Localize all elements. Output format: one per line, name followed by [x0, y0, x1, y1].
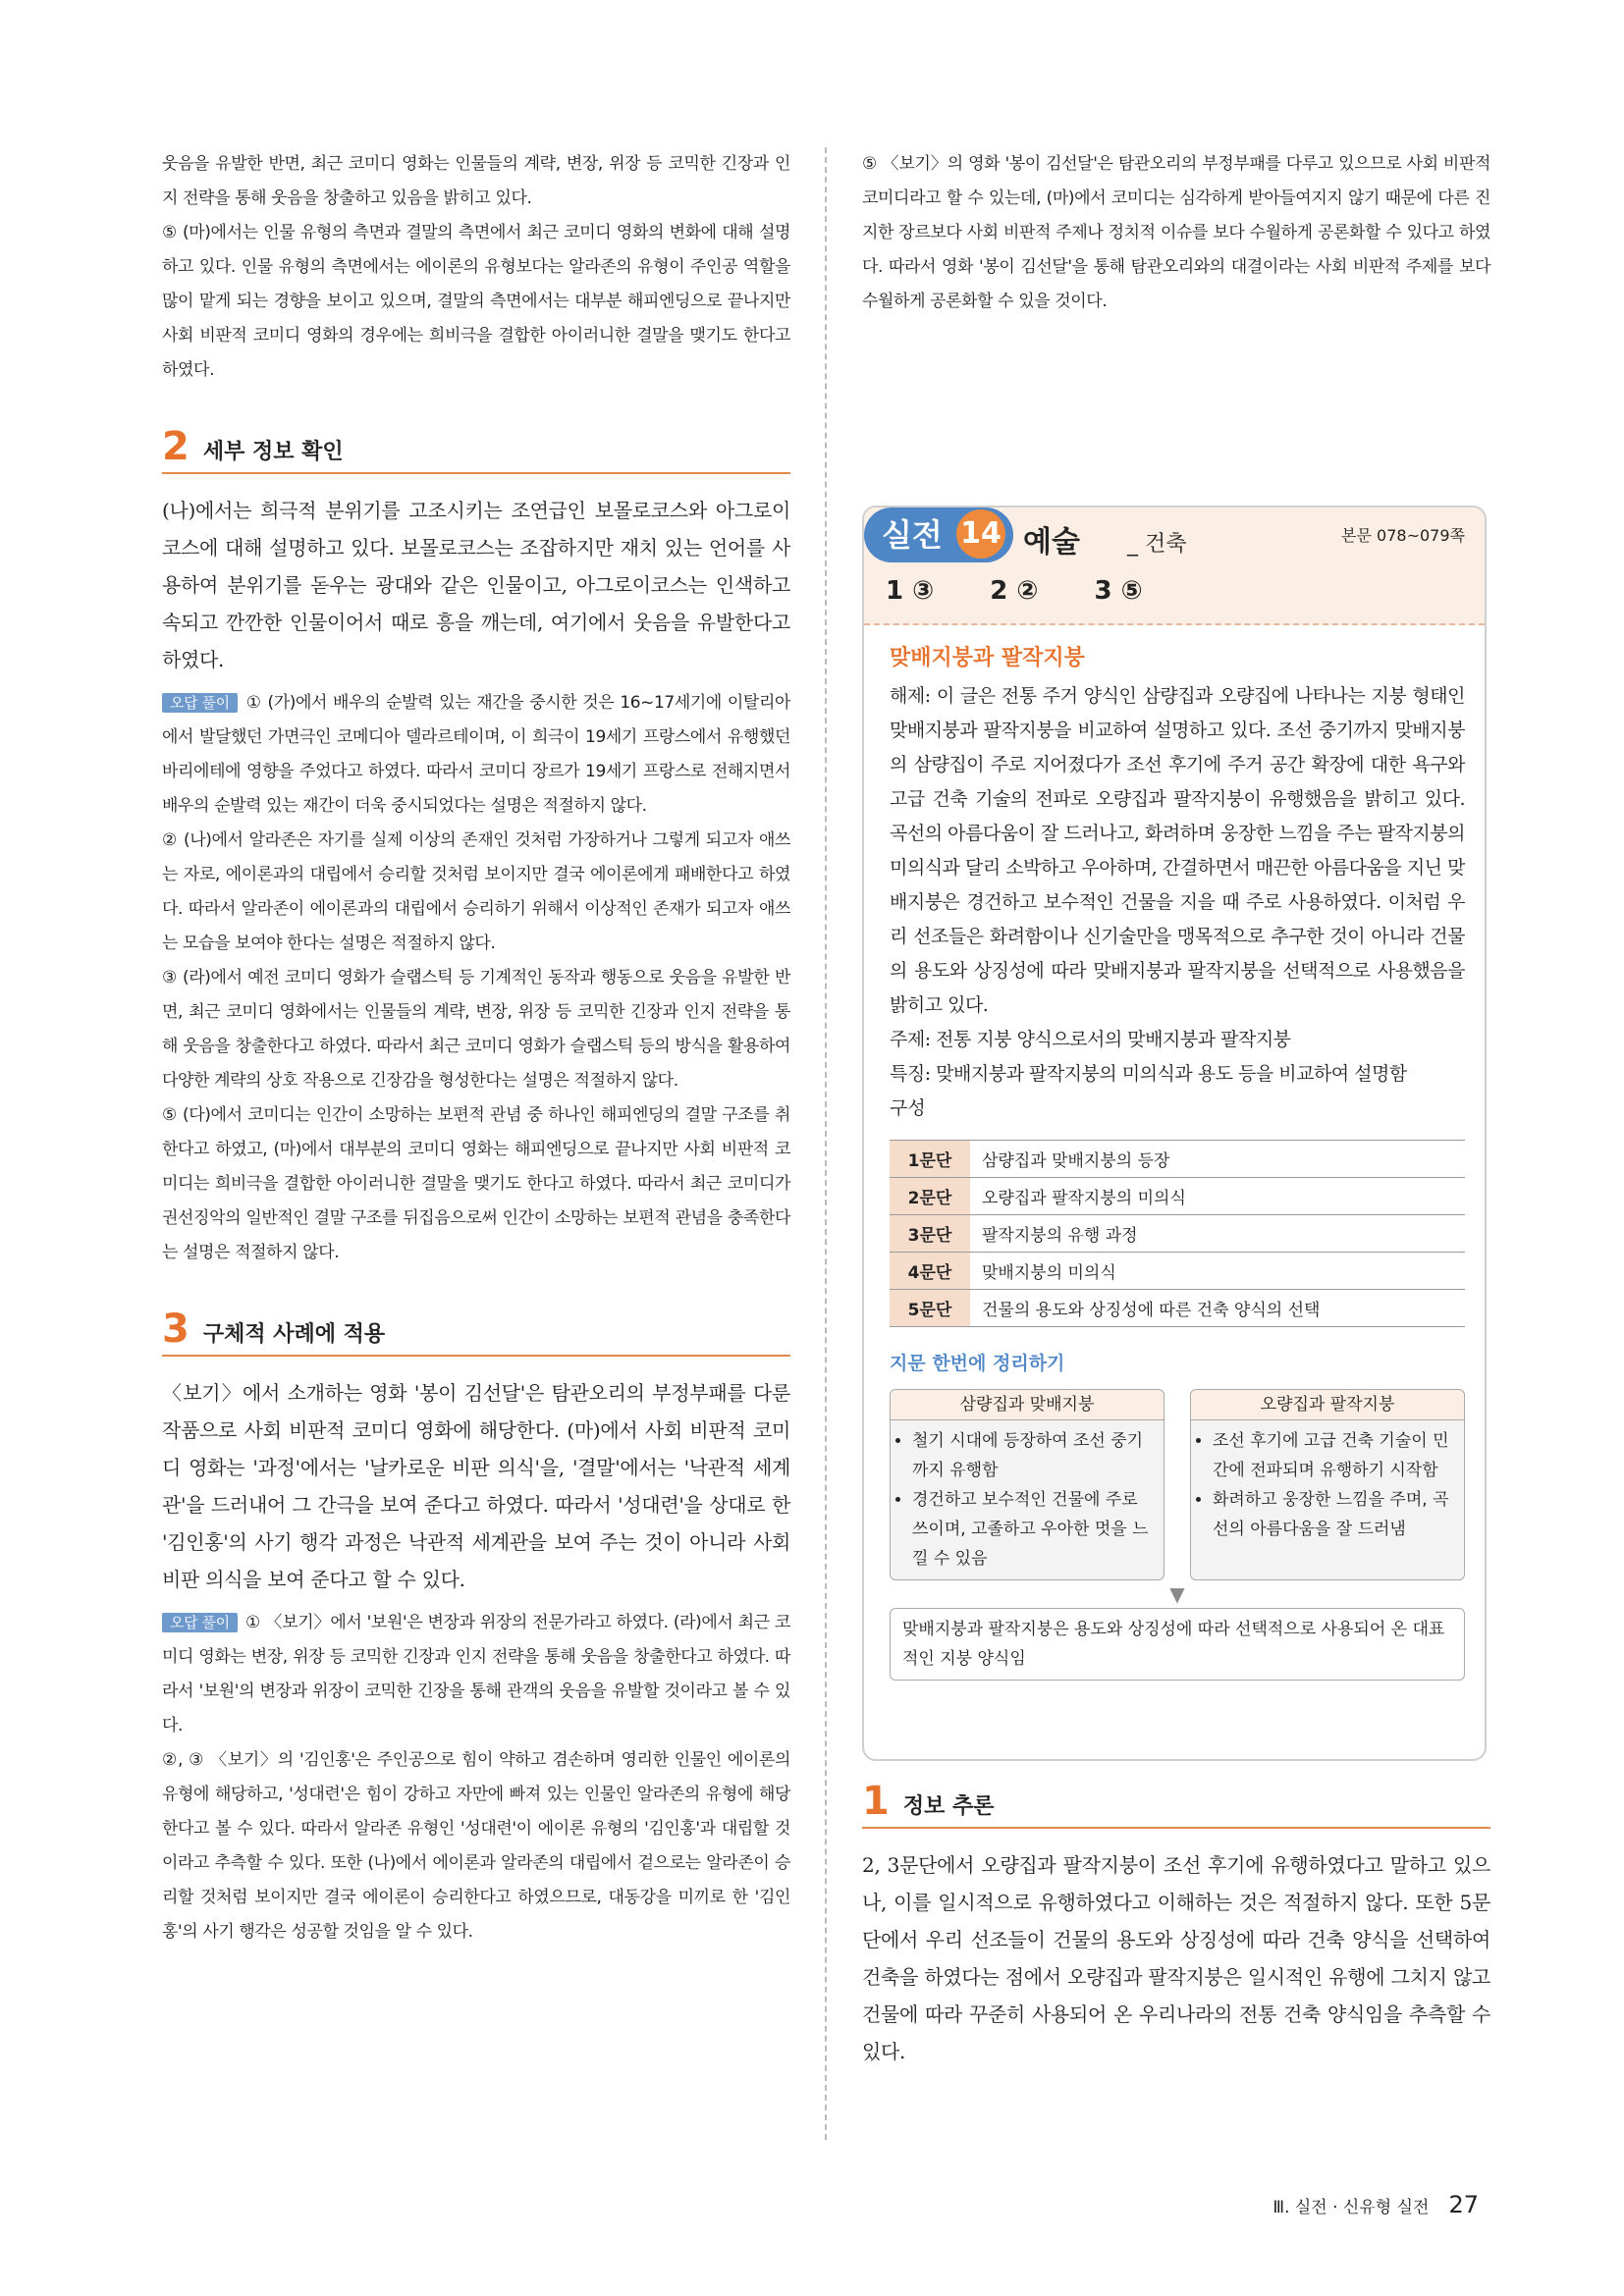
practice-badge	[864, 507, 1013, 562]
wrong-answer-block	[162, 686, 790, 824]
right-column-lower	[862, 1779, 1490, 2070]
paragraph-number: 1문단	[890, 1141, 970, 1178]
practice-box	[862, 506, 1487, 1761]
paragraph-number: 2문단	[890, 1178, 970, 1215]
section-number: 2	[162, 424, 189, 469]
answer-key	[886, 576, 1190, 606]
answer-2: 2 ②	[990, 576, 1039, 606]
list-item: • 조선 후기에 고급 건축 기술이 민간에 전파되며 유행하기 시작함	[1213, 1426, 1456, 1485]
passage-theme: 주제: 전통 지붕 양식으로서의 맞배지붕과 팔작지붕	[890, 1029, 1291, 1050]
summary-card-paljak	[1190, 1389, 1465, 1580]
passage-title: 맞배지붕과 팔작지붕	[890, 646, 1085, 670]
practice-subject: 예술	[1023, 525, 1080, 560]
answer-3: 3 ⑤	[1094, 576, 1143, 606]
column-divider	[825, 147, 827, 2140]
paragraph-summary: 맞배지붕의 미의식	[970, 1253, 1465, 1290]
wrong-answer-tag: 오답 풀이	[162, 1613, 238, 1632]
section-1-body: 2, 3문단에서 오량집과 팔작지붕이 조선 후기에 유행하였다고 말하고 있으나, 이를 일시적으로 유행하였다고 이해하는 것은 적절하지 않다. 또한 5문단에서 우리 선조들이 건물의 용도와 상징성에 따라 건축 양식을 선택하여 건축을 하였다는 점에서 오량집과 팔작지붕은 일시적인 유행에 그치지 않고 건물에 따라 꾸준히 사용되어 온 우리나라의 전통 건축 양식임을 추측할 수 있다.	[862, 1853, 1490, 2063]
table-row	[890, 1290, 1465, 1327]
arrow-down-icon: ▼	[1169, 1582, 1185, 1606]
practice-label: 실전	[882, 516, 943, 554]
section-2-heading	[162, 424, 790, 474]
section-3-heading	[162, 1309, 790, 1357]
practice-number: 14	[956, 509, 1005, 559]
summary-title: 지문 한번에 정리하기	[890, 1353, 1065, 1374]
explanation-item-5: ⑤ 〈보기〉의 영화 '봉이 김선달'은 탐관오리의 부정부패를 다루고 있으므로 사회 비판적 코미디라고 할 수 있는데, (마)에서 코미디는 심각하게 받아들여지지 않기 때문에 다른 진지한 장르보다 사회 비판적 주제나 정치적 이슈를 보다 수월하게 공론화할 수 있다고 하였다. 따라서 영화 '봉이 김선달'을 통해 탐관오리와의 대결이라는 사회 비판적 주제를 보다 수월하게 공론화할 수 있을 것이다.	[862, 154, 1490, 311]
page-range: 본문 078~079쪽	[1341, 526, 1465, 545]
card-list	[898, 1426, 1156, 1574]
answer-1: 1 ③	[886, 576, 935, 606]
section-1-heading	[862, 1779, 1490, 1829]
table-row	[890, 1178, 1465, 1215]
section-number: 1	[862, 1779, 890, 1824]
card-title: 삼량집과 맞배지붕	[891, 1390, 1164, 1420]
page-footer	[1272, 2191, 1479, 2218]
passage-feature: 특징: 맞배지붕과 팔작지붕의 미의식과 용도 등을 비교하여 설명함	[890, 1063, 1407, 1085]
right-column	[862, 147, 1490, 319]
explanation-item-1: ① (가)에서 배우의 순발력 있는 재간을 중시한 것은 16~17세기에 이탈리아에서 발달했던 가면극인 코메디아 델라르테이며, 이 희극이 19세기 프랑스에서 유행했던 바리에테에 영향을 주었다고 하였다. 따라서 코미디 장르가 19세기 프랑스로 전해지면서 배우의 순발력 있는 재간이 더욱 중시되었다는 설명은 적절하지 않다.	[162, 693, 790, 816]
summary-card-maebae	[890, 1389, 1164, 1580]
structure-table	[890, 1140, 1465, 1327]
explanation-item-2-3: ②, ③ 〈보기〉의 '김인홍'은 주인공으로 힘이 약하고 겸손하며 영리한 인물인 에이론의 유형에 해당하고, '성대련'은 힘이 강하고 자만에 빠져 있는 인물인 알라존의 유형에 해당한다고 볼 수 있다. 따라서 알라존 유형인 '성대련'이 에이론 유형의 '김인홍'과 대립할 것이라고 추측할 수 있다. 또한 (나)에서 에이론과 알라존의 대립에서 겉으로는 알라존이 승리할 것처럼 보이지만 결국 에이론이 승리한다고 하였으므로, 대동강을 미끼로 한 '김인홍'의 사기 행각은 성공할 것임을 알 수 있다.	[162, 1750, 790, 1942]
section-2-body: (나)에서는 희극적 분위기를 고조시키는 조연급인 보몰로코스와 아그로이코스에 대해 설명하고 있다. 보몰로코스는 조잡하지만 재치 있는 언어를 사용하여 분위기를 돋우는 광대와 같은 인물이고, 아그로이코스는 인색하고 속되고 깐깐한 인물이어서 때로 흥을 깨는데, 여기에서 웃음을 유발한다고 하였다.	[162, 499, 790, 671]
section-title: 정보 추론	[902, 1794, 995, 1819]
card-title: 오량집과 팔작지붕	[1191, 1390, 1464, 1420]
paragraph-summary: 건물의 용도와 상징성에 따른 건축 양식의 선택	[970, 1290, 1465, 1327]
explanation-item-5: ⑤ (다)에서 코미디는 인간이 소망하는 보편적 관념 중 하나인 해피엔딩의 결말 구조를 취한다고 하였고, (마)에서 대부분의 코미디 영화는 해피엔딩으로 끝나지만 사회 비판적 코미디는 희비극을 결합한 아이러니한 결말을 맺기도 한다고 하였다. 따라서 최근 코미디가 권선징악의 일반적인 결말 구조를 뒤집음으로써 인간이 소망하는 보편적 관념을 충족한다는 설명은 적절하지 않다.	[162, 1105, 790, 1262]
wrong-answer-tag: 오답 풀이	[162, 693, 238, 713]
paragraph-number: 3문단	[890, 1215, 970, 1253]
section-3-body: 〈보기〉에서 소개하는 영화 '봉이 김선달'은 탐관오리의 부정부패를 다룬 작품으로 사회 비판적 코미디 영화에 해당한다. (마)에서 사회 비판적 코미디 영화는 '과정'에서는 '날카로운 비판 의식'을, '결말'에서는 '낙관적 세계관'을 드러내어 그 간극을 보여 준다고 하였다. 따라서 '성대련'을 상대로 한 '김인홍'의 사기 행각 과정은 낙관적 세계관을 보여 주는 것이 아니라 사회 비판 의식을 보여 준다고 할 수 있다.	[162, 1381, 790, 1591]
explanation-item-3: ③ (라)에서 예전 코미디 영화가 슬랩스틱 등 기계적인 동작과 행동으로 웃음을 유발한 반면, 최근 코미디 영화에서는 인물들의 계략, 변장, 위장 등 코믹한 긴장과 인지 전략을 통해 웃음을 창출한다고 하였다. 따라서 최근 코미디 영화가 슬랩스틱 등의 방식을 활용하여 다양한 계략의 상호 작용으로 긴장감을 형성한다는 설명은 적절하지 않다.	[162, 968, 790, 1091]
passage-summary: 해제: 이 글은 전통 주거 양식인 삼량집과 오량집에 나타나는 지붕 형태인 맞배지붕과 팔작지붕을 비교하여 설명하고 있다. 조선 중기까지 맞배지붕의 삼량집이 주로 지어졌다가 조선 후기에 주거 공간 확장에 대한 욕구와 고급 건축 기술의 전파로 오량집과 팔작지붕이 유행했음을 밝히고 있다. 곡선의 아름다움이 잘 드러나고, 화려하며 웅장한 느낌을 주는 팔작지붕의 미의식과 달리 소박하고 우아하며, 간결하면서 매끈한 아름다움을 지닌 맞배지붕은 경건하고 보수적인 건물을 지을 때 주로 사용하였다. 이처럼 우리 선조들은 화려함이나 신기술만을 맹목적으로 추구한 것이 아니라 건물의 용도와 상징성에 따라 맞배지붕과 팔작지붕을 선택적으로 사용했음을 밝히고 있다.	[890, 685, 1465, 1016]
footer-section: Ⅲ. 실전 · 신유형 실전	[1272, 2198, 1430, 2217]
structure-label: 구성	[890, 1097, 926, 1119]
practice-subtopic: _ 건축	[1127, 532, 1187, 557]
intro-text: 웃음을 유발한 반면, 최근 코미디 영화는 인물들의 계략, 변장, 위장 등 코믹한 긴장과 인지 전략을 통해 웃음을 창출하고 있음을 밝히고 있다.	[162, 154, 790, 208]
intro-item-5: ⑤ (마)에서는 인물 유형의 측면과 결말의 측면에서 최근 코미디 영화의 변화에 대해 설명하고 있다. 인물 유형의 측면에서는 에이론의 유형보다는 알라존의 유형이 주인공 역할을 많이 맡게 되는 경향을 보이고 있으며, 결말의 측면에서는 대부분 해피엔딩으로 끝나지만 사회 비판적 코미디 영화의 경우에는 희비극을 결합한 아이러니한 결말을 맺기도 한다고 하였다.	[162, 223, 790, 380]
left-column	[162, 147, 790, 1949]
table-row	[890, 1141, 1465, 1178]
list-item: • 경건하고 보수적인 건물에 주로 쓰이며, 고졸하고 우아한 멋을 느낄 수 있음	[912, 1485, 1156, 1574]
section-title: 세부 정보 확인	[202, 440, 344, 464]
table-row	[890, 1253, 1465, 1290]
summary-cards	[890, 1389, 1465, 1580]
list-item: • 철기 시대에 등장하여 조선 중기까지 유행함	[912, 1426, 1156, 1485]
paragraph-summary: 팔작지붕의 유행 과정	[970, 1215, 1465, 1253]
paragraph-summary: 오량집과 팔작지붕의 미의식	[970, 1178, 1465, 1215]
table-row	[890, 1215, 1465, 1253]
practice-body	[890, 637, 1465, 1681]
summary-conclusion: 맞배지붕과 팔작지붕은 용도와 상징성에 따라 선택적으로 사용되어 온 대표적인 지붕 양식임	[890, 1608, 1465, 1681]
practice-header	[864, 507, 1485, 625]
page-number: 27	[1448, 2191, 1479, 2218]
list-item: • 화려하고 웅장한 느낌을 주며, 곡선의 아름다움을 잘 드러냄	[1213, 1485, 1456, 1544]
explanation-item-1: ① 〈보기〉에서 '보원'은 변장과 위장의 전문가라고 하였다. (라)에서 최근 코미디 영화는 변장, 위장 등 코믹한 긴장과 인지 전략을 통해 웃음을 창출한다고 하였다. 따라서 '보원'의 변장과 위장이 코믹한 긴장을 통해 관객의 웃음을 유발할 것이라고 볼 수 있다.	[162, 1613, 790, 1735]
explanation-item-2: ② (나)에서 알라존은 자기를 실제 이상의 존재인 것처럼 가장하거나 그렇게 되고자 애쓰는 자로, 에이론과의 대립에서 승리할 것처럼 보이지만 결국 에이론에게 패배한다고 하였다. 따라서 알라존이 에이론과의 대립에서 승리하기 위해서 이상적인 존재가 되고자 애쓰는 모습을 보여야 한다는 설명은 적절하지 않다.	[162, 830, 790, 953]
section-title: 구체적 사례에 적용	[202, 1322, 386, 1347]
paragraph-summary: 삼량집과 맞배지붕의 등장	[970, 1141, 1465, 1178]
wrong-answer-block	[162, 1606, 790, 1743]
card-list	[1199, 1426, 1456, 1544]
paragraph-number: 5문단	[890, 1290, 970, 1327]
paragraph-number: 4문단	[890, 1253, 970, 1290]
section-number: 3	[162, 1307, 189, 1352]
